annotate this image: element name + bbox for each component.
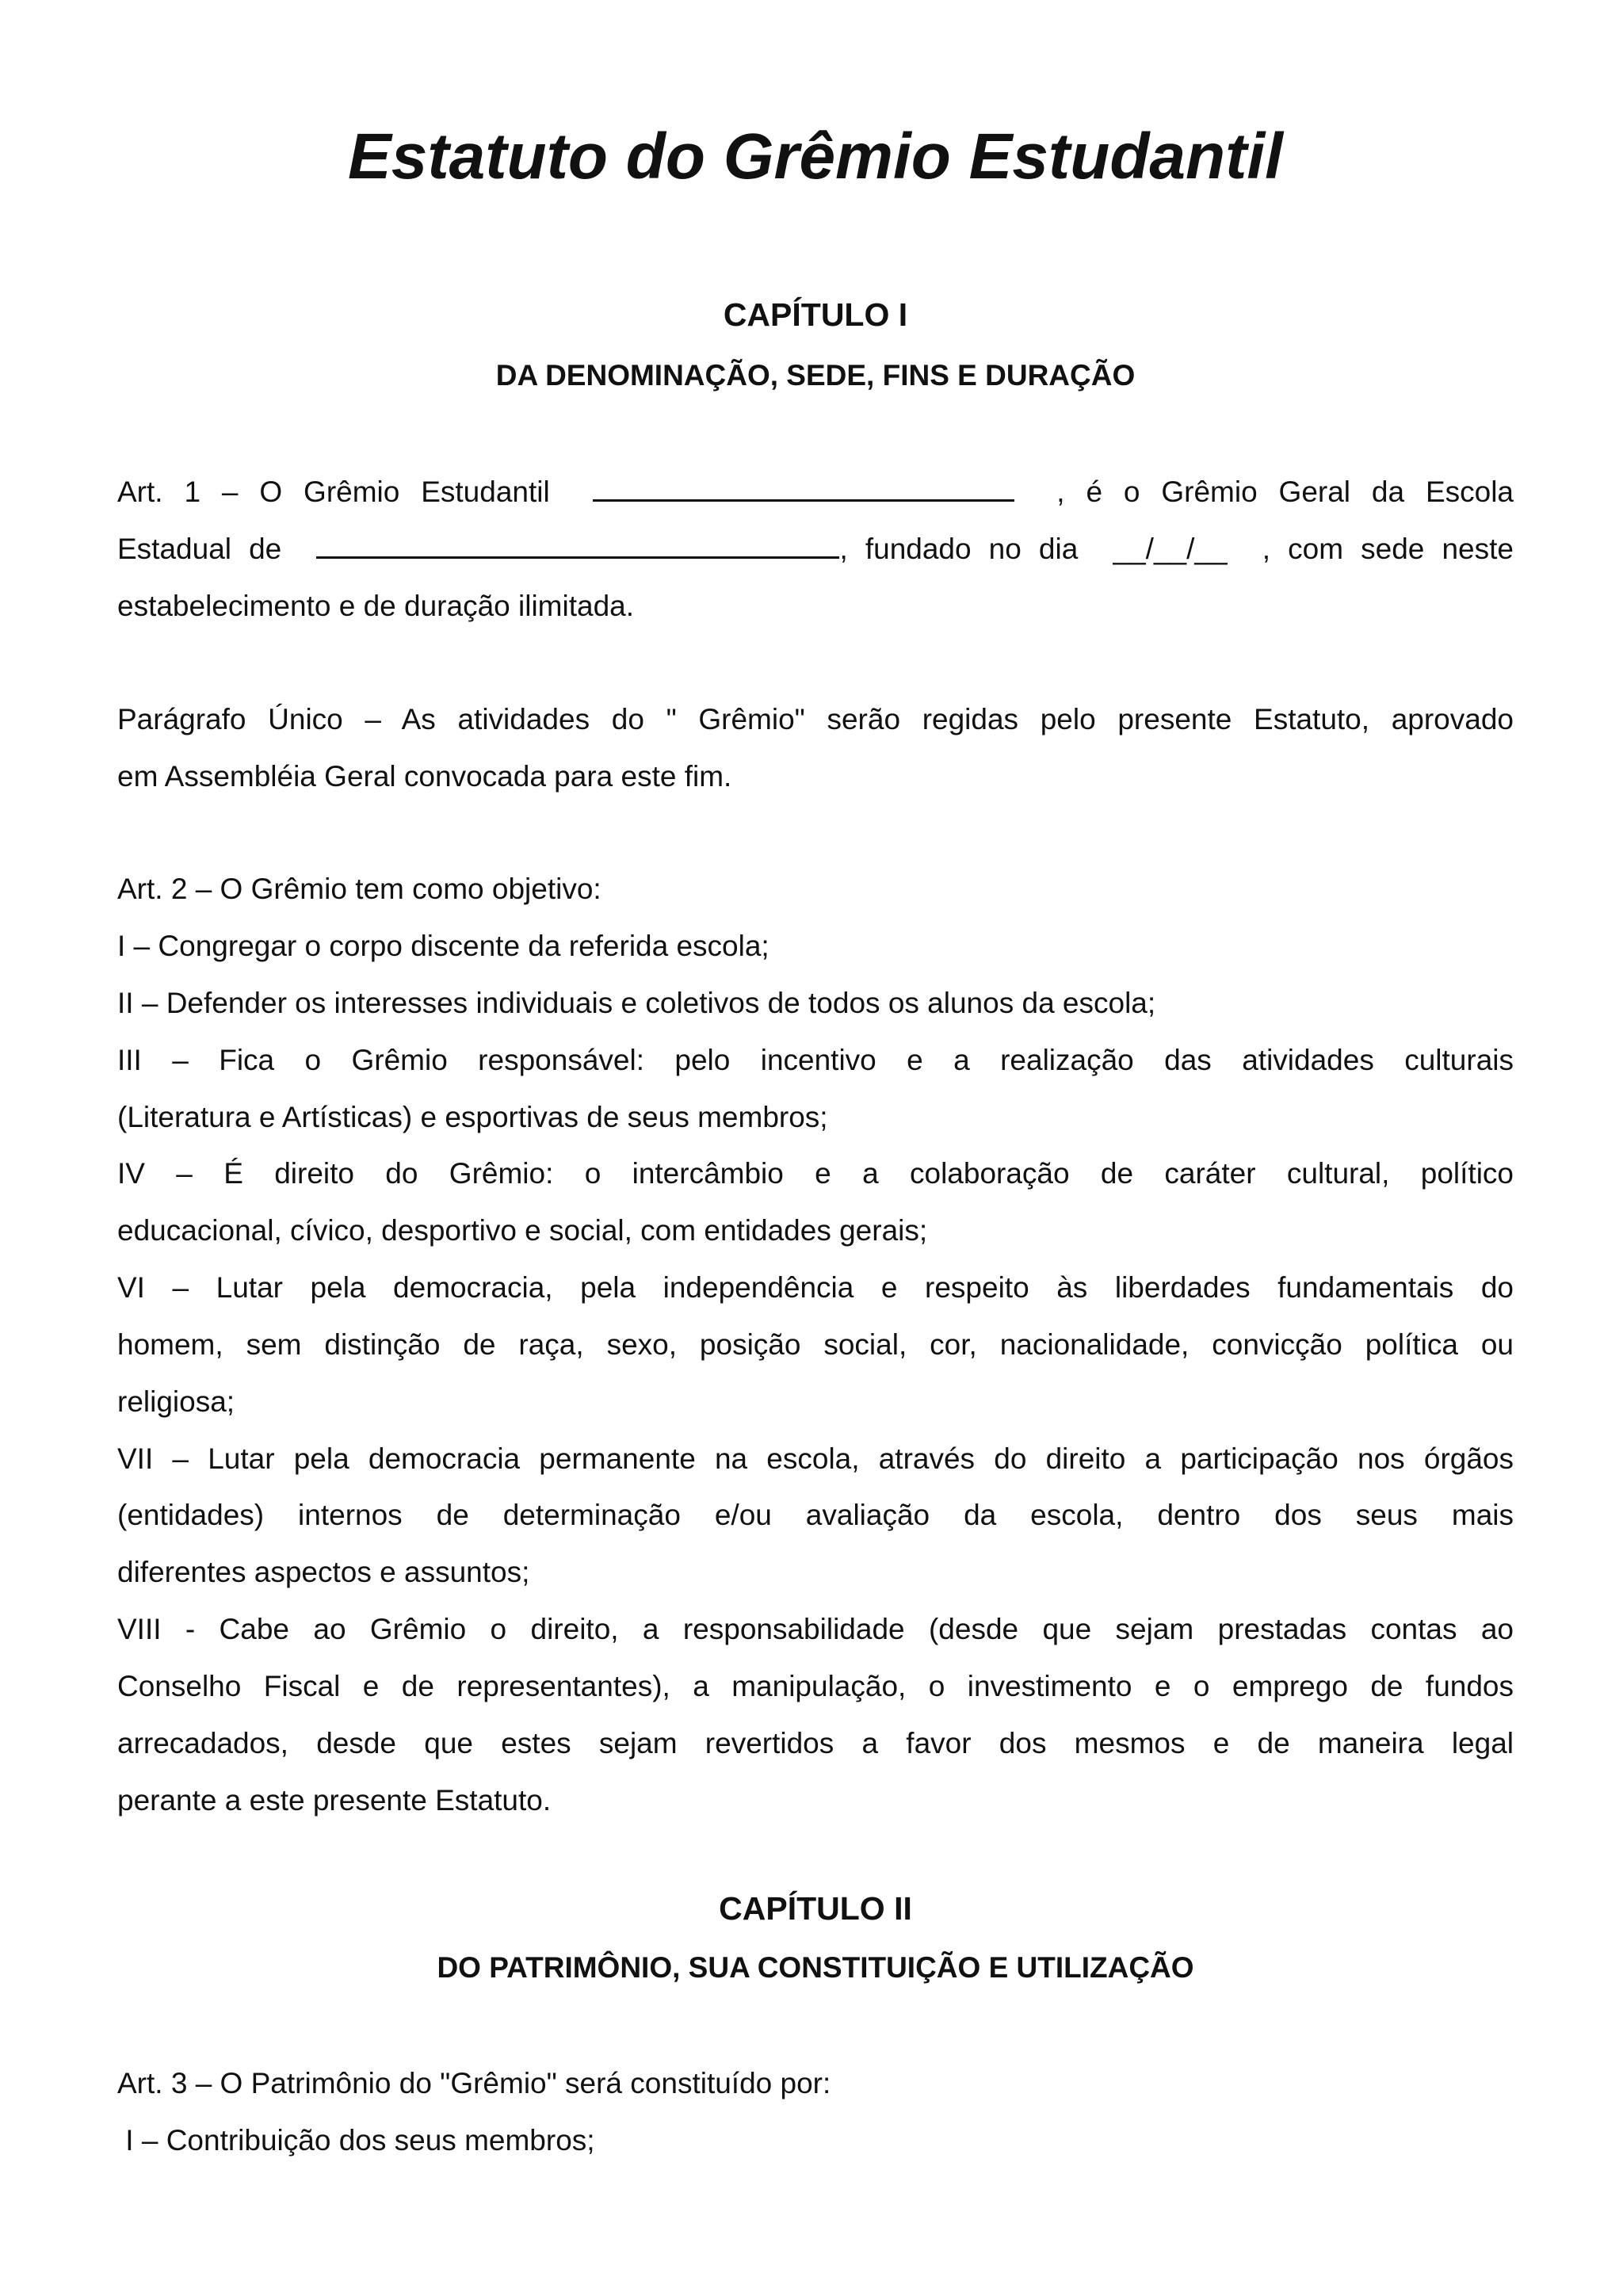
art-2-item-line: homem, sem distinção de raça, sexo, posição social, cor, nacionalidade, convicção política ou	[117, 1328, 1514, 1361]
art-2-item-line: III – Fica o Grêmio responsável: pelo incentivo e a realização das atividades culturais	[117, 1044, 1514, 1076]
chapter-1-title: DA DENOMINAÇÃO, SEDE, FINS E DURAÇÃO	[495, 359, 1136, 392]
chapter-2-number: CAPÍTULO II	[719, 1890, 912, 1927]
paragrafo-unico-line-2: em Assembléia Geral convocada para este fim.	[117, 760, 732, 793]
art-2-item-line: religiosa;	[117, 1385, 235, 1418]
art-1-line-3: estabelecimento e de duração ilimitada.	[117, 590, 634, 622]
art-2-item-line: perante a este presente Estatuto.	[117, 1784, 552, 1817]
art-2-item-line: Conselho Fiscal e de representantes), a manipulação, o investimento e o emprego de fundos	[117, 1670, 1514, 1702]
chapter-2-title: DO PATRIMÔNIO, SUA CONSTITUIÇÃO E UTILIZAÇÃO	[437, 1951, 1194, 1984]
art-2-item-line: arrecadados, desde que estes sejam revertidos a favor dos mesmos e de maneira legal	[117, 1727, 1514, 1759]
gremio-name-blank	[593, 476, 1014, 502]
art-2-item-line: educacional, cívico, desportivo e social, com entidades gerais;	[117, 1214, 928, 1247]
art-2-item-line: VII – Lutar pela democracia permanente na escola, através do direito a participação nos órgãos	[117, 1442, 1514, 1475]
paragrafo-unico-line-1: Parágrafo Único – As atividades do " Grêmio" serão regidas pelo presente Estatuto, aprovado	[117, 703, 1514, 735]
art-2-item-line: (Literatura e Artísticas) e esportivas de seus membros;	[117, 1101, 828, 1133]
art-3-item-line: I – Contribuição dos seus membros;	[117, 2124, 595, 2157]
school-name-blank	[316, 533, 839, 559]
art-2-item-line: I – Congregar o corpo discente da referida escola;	[117, 930, 769, 962]
art-2-item-line: (entidades) internos de determinação e/ou avaliação da escola, dentro dos seus mais	[117, 1499, 1514, 1531]
art-2-item-line: VIII - Cabe ao Grêmio o direito, a responsabilidade (desde que sejam prestadas contas ao	[117, 1613, 1514, 1645]
art-2-intro: Art. 2 – O Grêmio tem como objetivo:	[117, 873, 601, 905]
chapter-1-number: CAPÍTULO I	[723, 296, 908, 333]
document-title: Estatuto do Grêmio Estudantil	[348, 120, 1283, 193]
art-1-line-2: Estadual de , fundado no dia __/__/__ , com sede neste	[117, 533, 1514, 565]
art-2-item-line: diferentes aspectos e assuntos;	[117, 1556, 530, 1588]
founding-date-blank: __/__/__	[1113, 533, 1228, 565]
art-2-item-line: II – Defender os interesses individuais e coletivos de todos os alunos da escola;	[117, 987, 1156, 1019]
art-2-item-line: VI – Lutar pela democracia, pela independência e respeito às liberdades fundamentais do	[117, 1271, 1514, 1304]
art-3-intro: Art. 3 – O Patrimônio do "Grêmio" será constituído por:	[117, 2067, 831, 2099]
art-1-line-1: Art. 1 – O Grêmio Estudantil , é o Grêmio Geral da Escola	[117, 476, 1514, 508]
art-2-item-line: IV – É direito do Grêmio: o intercâmbio e a colaboração de caráter cultural, político	[117, 1157, 1514, 1190]
